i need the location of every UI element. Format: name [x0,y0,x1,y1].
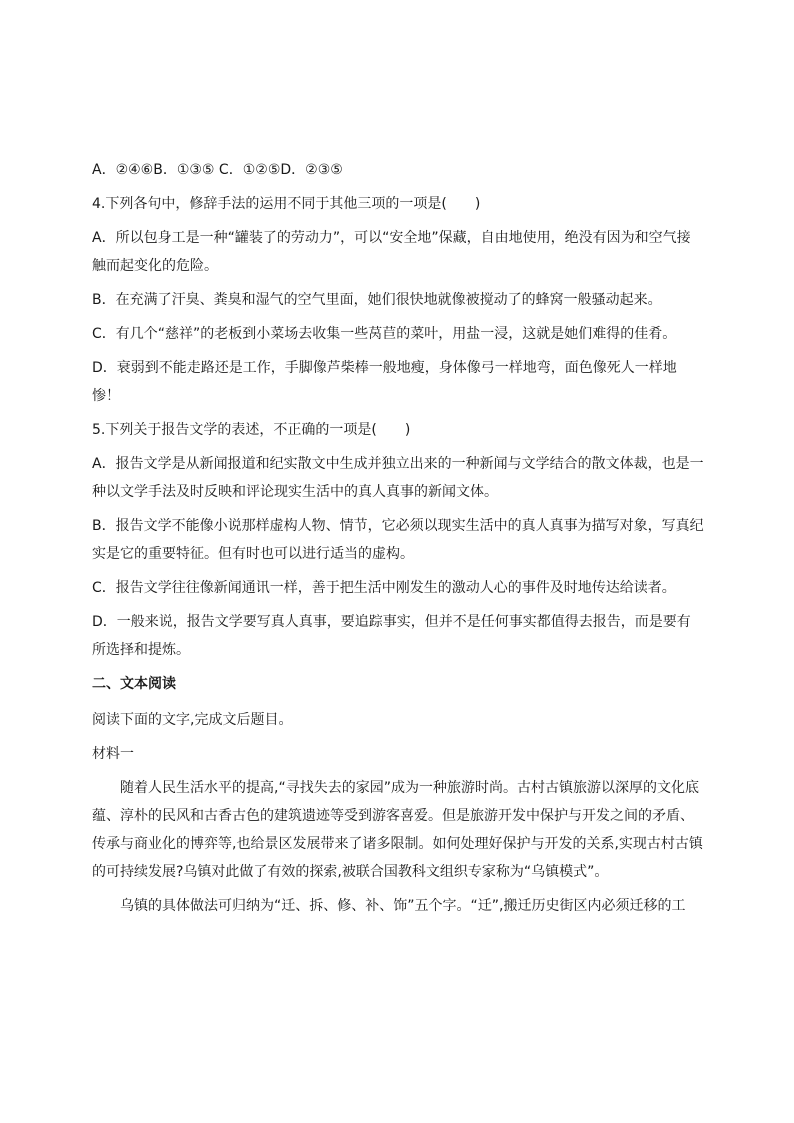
q5-option-a: A．报告文学是从新闻报道和纪实散文中生成并独立出来的一种新闻与文学结合的散文体裁，也是一种以文学手法及时反映和评论现实生活中的真人真事的新闻文体。 [92,456,704,500]
q3-answer-options: A．②④⑥B．①③⑤ C．①②⑤D．②③⑤ [92,162,343,178]
q4-option-b: B．在充满了汗臭、粪臭和湿气的空气里面，她们很快地就像被搅动了的蜂窝一般骚动起来。 [92,292,662,308]
q5-stem: 5.下列关于报告文学的表述，不正确的一项是( ) [92,422,411,438]
q4-option-c: C．有几个“慈祥”的老板到小菜场去收集一些莴苣的菜叶，用盐一浸，这就是她们难得的佳肴。 [92,326,677,342]
material-paragraph-1: 随着人民生活水平的提高,“寻找失去的家园”成为一种旅游时尚。古村古镇旅游以深厚的文化底蕴、淳朴的民风和古香古色的建筑遗迹等受到游客喜爱。但是旅游开发中保护与开发之间的矛盾、传承与商业化的博弈等,也给景区发展带来了诸多限制。如何处理好保护与开发的关系,实现古村古镇的可持续发展?乌镇对此做了有效的探索,被联合国教科文组织专家称为“乌镇模式”。 [92,780,703,880]
q5-option-c: C．报告文学往往像新闻通讯一样，善于把生活中刚发生的激动人心的事件及时地传达给读者。 [92,580,676,596]
document-page [92,156,704,926]
material-paragraph-2: 乌镇的具体做法可归纳为“迁、拆、修、补、饰”五个字。“迁”,搬迁历史街区内必须迁移的工 [120,898,686,914]
q5-option-b: B．报告文学不能像小说那样虚构人物、情节，它必须以现实生活中的真人真事为描写对象，写真纪实是它的重要特征。但有时也可以进行适当的虚构。 [92,518,704,562]
q4-option-a: A．所以包身工是一种“罐装了的劳动力”，可以“安全地”保藏，自由地使用，绝没有因为和空气接触而起变化的危险。 [92,230,691,274]
q4-stem: 4.下列各句中，修辞手法的运用不同于其他三项的一项是( ) [92,196,481,212]
section-heading: 二、文本阅读 [92,676,176,692]
q4-option-d: D．衰弱到不能走路还是工作，手脚像芦柴棒一般地瘦，身体像弓一样地弯，面色像死人一样地惨！ [92,360,677,404]
q5-option-d: D．一般来说，报告文学要写真人真事，要追踪事实，但并不是任何事实都值得去报告，而是要有所选择和提炼。 [92,614,691,658]
material-label: 材料一 [92,746,134,762]
reading-instruction: 阅读下面的文字,完成文后题目。 [92,712,293,728]
